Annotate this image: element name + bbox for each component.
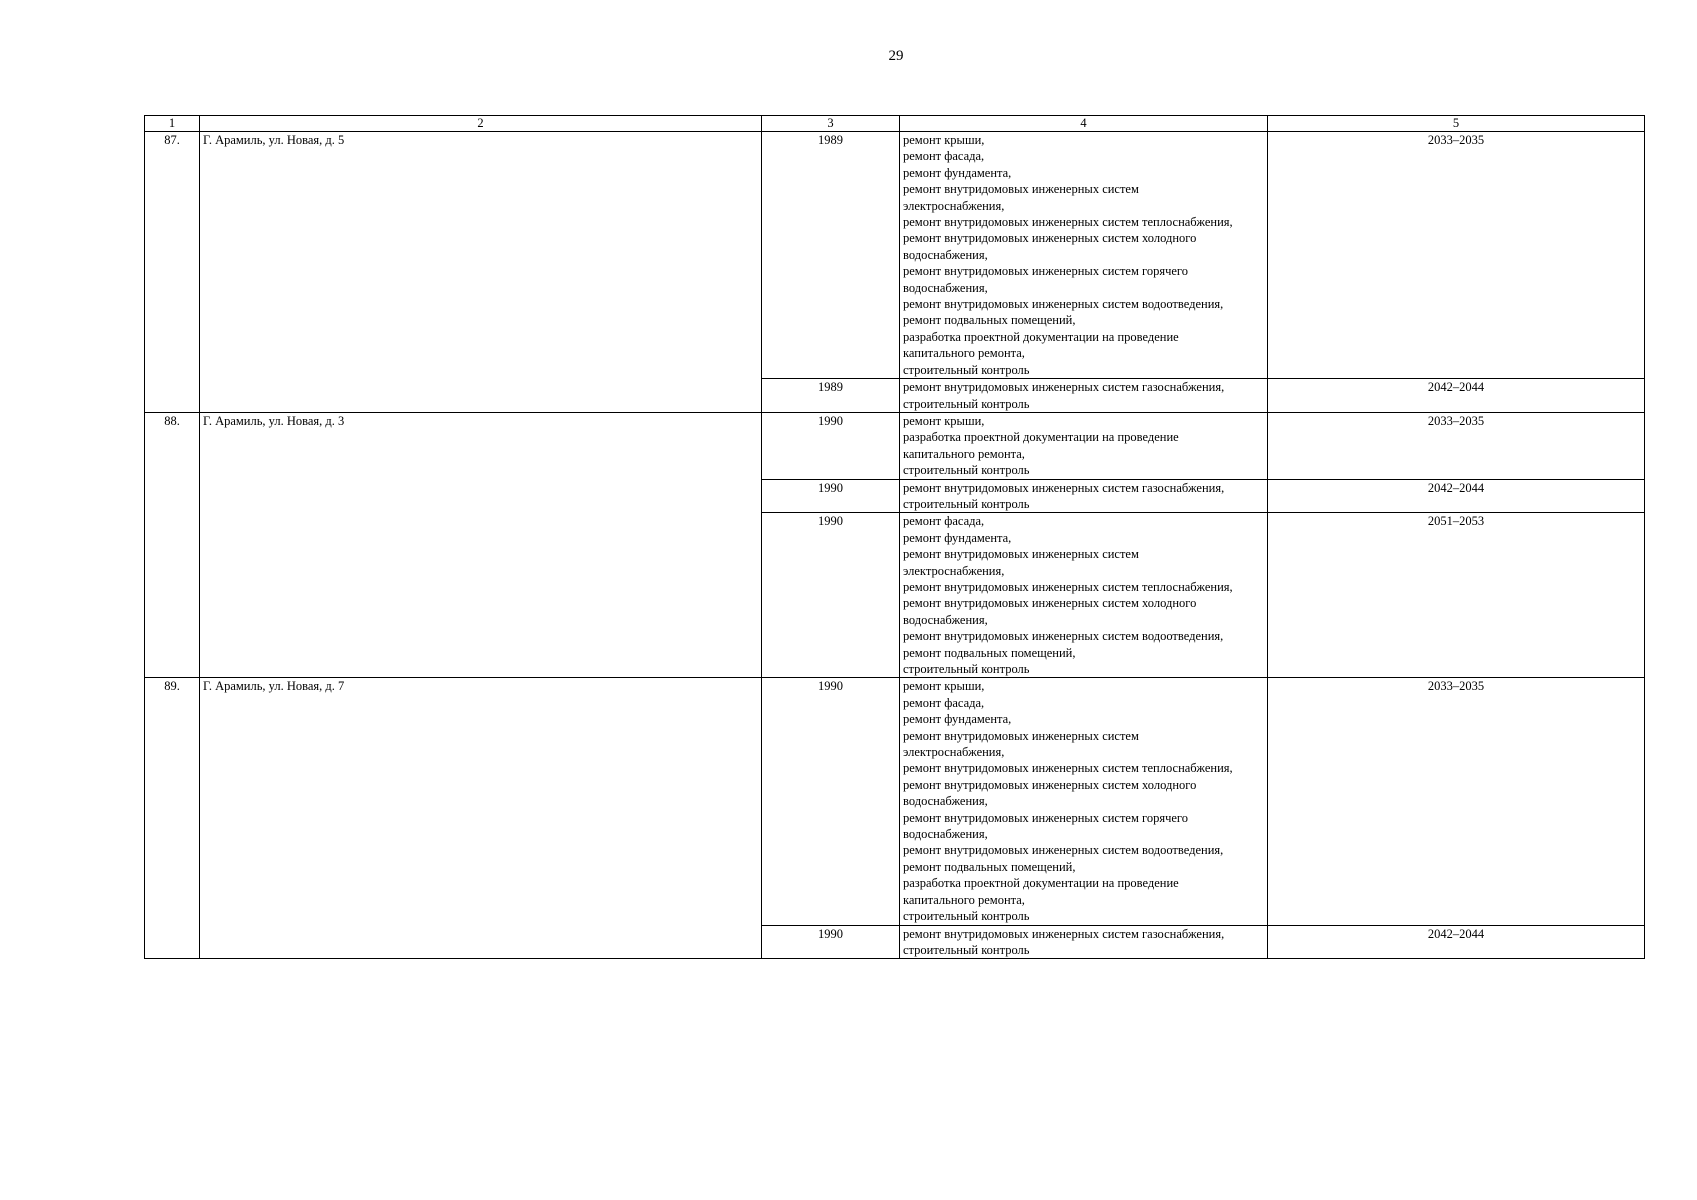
planned-period: 2033–2035 [1268,412,1645,479]
work-item: ремонт крыши, [903,413,985,428]
work-item: водоснабжения, [903,612,988,627]
work-item: ремонт фундамента, [903,165,1012,180]
planned-period: 2042–2044 [1268,379,1645,413]
works-list [900,513,1268,678]
page-number: 29 [888,48,904,64]
work-item: ремонт фундамента, [903,712,1012,727]
work-item: строительный контроль [903,909,1030,924]
work-item: строительный контроль [903,463,1030,478]
work-item: капитального ремонта, [903,892,1025,907]
works-list [900,132,1268,379]
work-item: ремонт внутридомовых инженерных систем [903,547,1139,562]
work-item: ремонт внутридомовых инженерных систем водоотведения, [903,297,1224,312]
work-item: ремонт фасада, [903,149,985,164]
work-item: ремонт внутридомовых инженерных систем газоснабжения, [903,926,1225,941]
work-item: ремонт внутридомовых инженерных систем холодного [903,596,1197,611]
work-item: ремонт подвальных помещений, [903,859,1076,874]
work-item: разработка проектной документации на проведение [903,876,1179,891]
work-item: строительный контроль [903,496,1030,511]
works-list [900,412,1268,479]
work-item: ремонт внутридомовых инженерных систем горячего [903,264,1188,279]
entry-address: Г. Арамиль, ул. Новая, д. 7 [200,678,762,959]
table-row [145,412,1645,479]
work-item: электроснабжения, [903,563,1005,578]
work-item: строительный контроль [903,662,1030,676]
work-item: капитального ремонта, [903,446,1025,461]
work-item: ремонт фасада, [903,514,985,529]
entry-number: 88. [145,412,200,678]
work-item: ремонт крыши, [903,133,985,147]
works-list [900,925,1268,959]
work-item: водоснабжения, [903,280,988,295]
entry-number: 87. [145,132,200,413]
work-item: ремонт внутридомовых инженерных систем водоотведения, [903,843,1224,858]
repair-schedule-table [144,115,1645,959]
planned-period: 2033–2035 [1268,132,1645,379]
work-item: ремонт внутридомовых инженерных систем водоотведения, [903,629,1224,644]
work-item: ремонт внутридомовых инженерных систем холодного [903,777,1197,792]
work-item: ремонт внутридомовых инженерных систем [903,728,1139,743]
column-header: 5 [1268,116,1645,132]
work-item: ремонт внутридомовых инженерных систем теплоснабжения, [903,215,1233,230]
work-item: ремонт внутридомовых инженерных систем газоснабжения, [903,380,1225,395]
work-item: ремонт крыши, [903,679,985,694]
work-item: ремонт внутридомовых инженерных систем [903,182,1139,197]
table-header-row [145,116,1645,132]
work-item: разработка проектной документации на проведение [903,430,1179,445]
work-item: ремонт фасада, [903,695,985,710]
work-item: капитального ремонта, [903,346,1025,361]
works-list [900,379,1268,413]
entry-address: Г. Арамиль, ул. Новая, д. 5 [200,132,762,413]
work-item: ремонт внутридомовых инженерных систем газоснабжения, [903,480,1225,495]
work-item: электроснабжения, [903,745,1005,760]
work-item: строительный контроль [903,942,1030,957]
table-row [145,678,1645,925]
planned-period: 2033–2035 [1268,678,1645,925]
work-item: строительный контроль [903,362,1030,377]
work-item: строительный контроль [903,396,1030,411]
planned-period: 2042–2044 [1268,479,1645,513]
construction-year: 1990 [762,513,900,678]
construction-year: 1989 [762,132,900,379]
column-header: 1 [145,116,200,132]
construction-year: 1989 [762,379,900,413]
work-item: ремонт подвальных помещений, [903,645,1076,660]
work-item: ремонт внутридомовых инженерных систем горячего [903,810,1188,825]
work-item: ремонт внутридомовых инженерных систем теплоснабжения, [903,579,1233,594]
work-item: ремонт подвальных помещений, [903,313,1076,328]
entry-address: Г. Арамиль, ул. Новая, д. 3 [200,412,762,678]
work-item: электроснабжения, [903,198,1005,213]
column-header: 3 [762,116,900,132]
construction-year: 1990 [762,479,900,513]
works-list [900,479,1268,513]
construction-year: 1990 [762,412,900,479]
planned-period: 2051–2053 [1268,513,1645,678]
construction-year: 1990 [762,925,900,959]
work-item: ремонт фундамента, [903,530,1012,545]
work-item: водоснабжения, [903,247,988,262]
column-header: 2 [200,116,762,132]
work-item: ремонт внутридомовых инженерных систем холодного [903,231,1197,246]
table-row [145,132,1645,379]
planned-period: 2042–2044 [1268,925,1645,959]
entry-number: 89. [145,678,200,959]
work-item: ремонт внутридомовых инженерных систем теплоснабжения, [903,761,1233,776]
work-item: разработка проектной документации на проведение [903,329,1179,344]
work-item: водоснабжения, [903,827,988,842]
table-body [145,116,1645,959]
work-item: водоснабжения, [903,794,988,809]
column-header: 4 [900,116,1268,132]
construction-year: 1990 [762,678,900,925]
works-list [900,678,1268,925]
